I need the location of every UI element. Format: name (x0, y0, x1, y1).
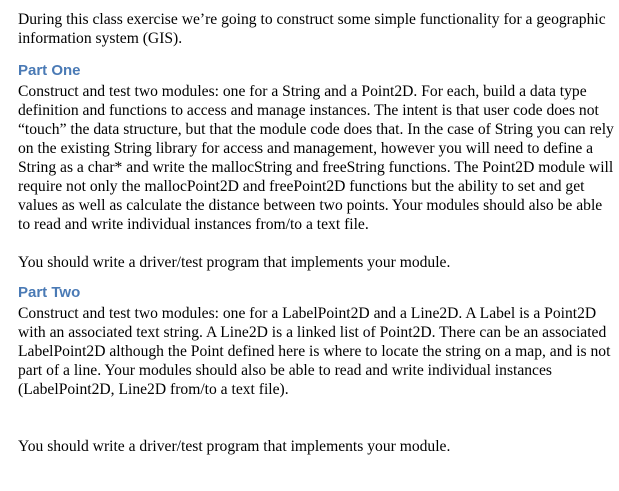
intro-paragraph: During this class exercise we’re going to construct some simple functionality for a geographic information system (GIS). (18, 11, 606, 47)
part-one-driver-note: You should write a driver/test program that implements your module. (18, 254, 451, 271)
part-two-driver-note: You should write a driver/test program that implements your module. (18, 438, 451, 455)
part-one-heading: Part One (18, 62, 81, 79)
document-page (18, 10, 616, 456)
part-two-heading: Part Two (18, 284, 81, 301)
part-one-body: Construct and test two modules: one for a String and a Point2D. For each, build a data type definition and functions to access and manage instances. The intent is that user code does not “touch” the data structure, but that the module code does that. In the case of String you can rely on the existing String library for access and management, however you will need to define a String as a char* and write the mallocString and freeString functions. The Point2D module will require not only the mallocPoint2D and freePoint2D functions but the ability to set and get values as well as calculate the distance between two points. Your modules should also be able to read and write individual instances from/to a text file. (18, 83, 614, 233)
part-two-body: Construct and test two modules: one for a LabelPoint2D and a Line2D. A Label is a Point2D with an associated text string. A Line2D is a linked list of Point2D. There can be an associated LabelPoint2D although the Point defined here is where to locate the string on a map, and is not part of a line. Your modules should also be able to read and write individual instances (LabelPoint2D, Line2D from/to a text file). (18, 305, 611, 398)
